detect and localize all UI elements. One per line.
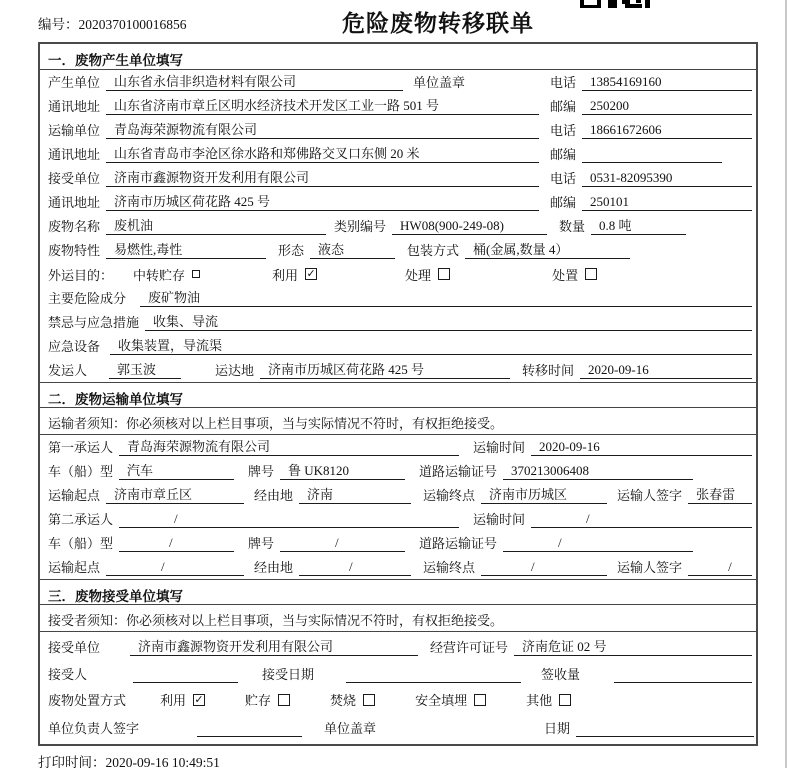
- shipper-value: 郭玉波: [109, 359, 181, 379]
- emergency-measures-label: 禁忌与应急措施: [48, 315, 140, 330]
- transporter-zip-value: [582, 162, 722, 163]
- producer-phone-value: 13854169160: [582, 74, 752, 91]
- producer-address-label: 通讯地址: [48, 99, 101, 114]
- emergency-measures-value: 收集、导流: [145, 311, 752, 331]
- sign-date-value: [576, 736, 754, 737]
- vehicle2-label: 车（船）型: [48, 536, 114, 551]
- receiver-zip-value: 250101: [582, 194, 752, 211]
- accept-date-value: [346, 682, 521, 683]
- plate2-label: 牌号: [248, 536, 275, 551]
- transporter-address-value: 山东省青岛市李沧区徐水路和郑佛路交叉口东侧 20 米: [106, 143, 539, 163]
- carrier1-time-value: 2020-09-16: [531, 439, 752, 456]
- license1-label: 道路运输证号: [419, 464, 498, 479]
- route2-sign-value: /: [688, 559, 752, 576]
- route2-start-value: /: [106, 559, 244, 576]
- carrier2-value: /: [119, 511, 459, 528]
- disposal-incinerate-checkbox: [363, 694, 375, 706]
- page-edge-line: [785, 0, 787, 768]
- emergency-equipment-label: 应急设备: [48, 339, 101, 354]
- license1-value: 370213006408: [503, 463, 693, 480]
- receiver-address-row: [40, 190, 756, 214]
- unit-seal-label: 单位盖章: [324, 721, 377, 736]
- vehicle2-value: /: [119, 535, 234, 552]
- purpose-use-checkbox: ✓: [306, 268, 316, 280]
- doc-number-label: 编号：: [38, 17, 79, 32]
- carrier2-time-label: 运输时间: [473, 512, 526, 527]
- waste-name-value: 废机油: [106, 215, 326, 235]
- disposal-option-other-label: 其他: [526, 693, 553, 708]
- route1-start-value: 济南市章丘区: [106, 484, 244, 504]
- receiver-value: 济南市鑫源物资开发利用有限公司: [106, 167, 539, 187]
- producer-address-value: 山东省济南市章丘区明水经济技术开发区工业一路 501 号: [106, 95, 539, 115]
- purpose-option-dispose: [552, 265, 597, 284]
- transporter-phone-label: 电话: [549, 123, 576, 138]
- permit-value: 济南危证 02 号: [514, 636, 752, 656]
- route1-start-label: 运输起点: [48, 488, 101, 503]
- disposal-option-store: [245, 690, 290, 709]
- route1-end-value: 济南市历城区: [481, 484, 607, 504]
- transporter-row: [40, 118, 756, 142]
- waste-name-label: 废物名称: [48, 219, 101, 234]
- purpose-option-use: [272, 265, 317, 284]
- receiver-address-value: 济南市历城区荷花路 425 号: [106, 191, 539, 211]
- receiver-phone-value: 0531-82095390: [582, 170, 752, 187]
- transporter-value: 青岛海荣源物流有限公司: [106, 119, 539, 139]
- receipt-qty-label: 签收量: [541, 667, 581, 682]
- waste-traits-value: 易燃性,毒性: [106, 239, 266, 259]
- disposal-option-landfill-label: 安全填埋: [415, 693, 468, 708]
- route1-row: [40, 483, 756, 507]
- waste-qty-label: 数量: [559, 219, 586, 234]
- carrier1-row: [40, 435, 756, 459]
- producer-zip-label: 邮编: [549, 99, 576, 114]
- carrier1-time-label: 运输时间: [473, 440, 526, 455]
- purpose-treat-checkbox: [438, 268, 450, 280]
- waste-traits-row: [40, 238, 756, 262]
- disposal-use-checkbox: ✓: [194, 693, 204, 706]
- waste-category-label: 类别编号: [334, 219, 387, 234]
- accepting-unit-row: [40, 632, 756, 659]
- route2-start-label: 运输起点: [48, 560, 101, 575]
- carrier2-label: 第二承运人: [48, 512, 114, 527]
- purpose-label: 外运目的：: [48, 267, 114, 283]
- disposal-option-incinerate: [330, 690, 375, 709]
- purpose-option-transfer: [133, 265, 200, 284]
- disposal-label: 废物处置方式: [48, 693, 127, 708]
- receiver-zip-label: 邮编: [549, 195, 576, 210]
- purpose-transfer-checkbox: [192, 270, 200, 278]
- shipper-dest-label: 运达地: [215, 363, 255, 378]
- emergency-equipment-row: [40, 334, 756, 358]
- route2-via-label: 经由地: [254, 560, 294, 575]
- emergency-equipment-value: 收集装置，导流渠: [110, 335, 752, 355]
- emergency-measures-row: [40, 310, 756, 334]
- transfer-time-label: 转移时间: [522, 363, 575, 378]
- acceptor-row: [40, 659, 756, 686]
- transporter-label: 运输单位: [48, 123, 101, 138]
- hazard-row: [40, 286, 756, 310]
- acceptor-value: [133, 682, 238, 683]
- qr-code-fragment: [580, 0, 652, 9]
- route2-via-value: /: [299, 559, 411, 576]
- waste-form-label: 形态: [278, 243, 305, 258]
- vehicle1-label: 车（船）型: [48, 464, 114, 479]
- unit-signer-label: 单位负责人签字: [48, 721, 140, 736]
- disposal-landfill-checkbox: [474, 694, 486, 706]
- shipper-row: [40, 358, 756, 382]
- disposal-store-checkbox: [278, 694, 290, 706]
- plate2-value: /: [280, 535, 405, 552]
- disposal-option-other: [526, 690, 571, 709]
- print-time: [38, 751, 220, 768]
- unit-signer-value: [197, 736, 302, 737]
- packing-label: 包装方式: [407, 243, 460, 258]
- permit-label: 经营许可证号: [430, 640, 509, 655]
- producer-label: 产生单位: [48, 75, 101, 90]
- transporter-address-row: [40, 142, 756, 166]
- license2-value: /: [503, 535, 693, 552]
- accepting-unit-label: 接受单位: [48, 640, 101, 655]
- waste-name-row: [40, 214, 756, 238]
- route2-sign-label: 运输人签字: [617, 560, 683, 575]
- producer-phone-label: 电话: [549, 75, 576, 90]
- section3-notice: 接受者须知：你必须核对以上栏目事项，当与实际情况不符时，有权拒绝接受。: [40, 605, 756, 632]
- vehicle2-row: [40, 531, 756, 555]
- waste-form-value: 液态: [310, 239, 395, 259]
- route2-end-value: /: [481, 559, 607, 576]
- print-time-value: 2020-09-16 10:49:51: [105, 755, 220, 768]
- page-title: 危险废物转移联单: [342, 11, 534, 36]
- signature-row: [40, 713, 756, 740]
- route1-sign-label: 运输人签字: [617, 488, 683, 503]
- route2-row: [40, 555, 756, 579]
- receipt-qty-value: [614, 682, 752, 683]
- producer-zip-value: 250200: [582, 98, 752, 115]
- section1-header: 一．废物产生单位填写: [40, 44, 756, 70]
- route1-via-label: 经由地: [254, 488, 294, 503]
- receiver-phone-label: 电话: [549, 171, 576, 186]
- route1-sign-value: 张春雷: [688, 484, 752, 504]
- disposal-option-store-label: 贮存: [245, 693, 272, 708]
- accept-date-label: 接受日期: [262, 667, 315, 682]
- carrier1-value: 青岛海荣源物流有限公司: [119, 436, 459, 456]
- purpose-dispose-checkbox: [585, 268, 597, 280]
- receiver-row: [40, 166, 756, 190]
- vehicle1-value: 汽车: [119, 460, 234, 480]
- carrier1-label: 第一承运人: [48, 440, 114, 455]
- producer-address-row: [40, 94, 756, 118]
- doc-number-value: 2020370100016856: [78, 17, 187, 32]
- hazard-value: 废矿物油: [140, 287, 752, 307]
- producer-seal-label: 单位盖章: [413, 75, 466, 90]
- print-time-label: 打印时间：: [38, 755, 106, 768]
- purpose-option-treat: [405, 265, 450, 284]
- route1-via-value: 济南: [299, 484, 411, 504]
- purpose-option-use-label: 利用: [272, 267, 299, 283]
- accepting-unit-value: 济南市鑫源物资开发利用有限公司: [130, 636, 418, 656]
- waste-category-value: HW08(900-249-08): [392, 218, 547, 235]
- disposal-option-use-label: 利用: [160, 693, 187, 708]
- packing-value: 桶(金属,数量 4）: [465, 239, 630, 259]
- plate1-label: 牌号: [248, 464, 275, 479]
- vehicle1-row: [40, 459, 756, 483]
- receiver-address-label: 通讯地址: [48, 195, 101, 210]
- license2-label: 道路运输证号: [419, 536, 498, 551]
- disposal-row: [40, 686, 756, 713]
- section2-notice: 运输者须知：你必须核对以上栏目事项，当与实际情况不符时，有权拒绝接受。: [40, 408, 756, 435]
- section2-header: 二．废物运输单位填写: [40, 382, 756, 408]
- shipper-label: 发运人: [48, 363, 88, 378]
- transporter-address-label: 通讯地址: [48, 147, 101, 162]
- receiver-label: 接受单位: [48, 171, 101, 186]
- section3-header: 三．废物接受单位填写: [40, 579, 756, 605]
- transporter-zip-label: 邮编: [549, 147, 576, 162]
- disposal-option-incinerate-label: 焚烧: [330, 693, 357, 708]
- waste-qty-value: 0.8 吨: [591, 215, 686, 235]
- carrier2-row: [40, 507, 756, 531]
- transfer-time-value: 2020-09-16: [580, 362, 752, 379]
- disposal-other-checkbox: [559, 694, 571, 706]
- producer-row: [40, 70, 756, 94]
- sign-date-label: 日期: [543, 721, 570, 736]
- purpose-option-transfer-label: 中转贮存: [133, 267, 186, 283]
- route2-end-label: 运输终点: [423, 560, 476, 575]
- manifest-form: [38, 42, 758, 746]
- carrier2-time-value: /: [531, 511, 752, 528]
- shipper-dest-value: 济南市历城区荷花路 425 号: [260, 359, 510, 379]
- disposal-option-use: [160, 690, 205, 709]
- producer-value: 山东省永信非织造材料有限公司: [106, 71, 403, 91]
- purpose-row: [40, 262, 756, 286]
- disposal-option-landfill: [415, 690, 486, 709]
- purpose-option-treat-label: 处理: [405, 267, 432, 283]
- acceptor-label: 接受人: [48, 667, 88, 682]
- route1-end-label: 运输终点: [423, 488, 476, 503]
- plate1-value: 鲁 UK8120: [280, 460, 405, 480]
- waste-traits-label: 废物特性: [48, 243, 101, 258]
- purpose-option-dispose-label: 处置: [552, 267, 579, 283]
- transporter-phone-value: 18661672606: [582, 122, 752, 139]
- hazard-label: 主要危险成分: [48, 291, 127, 306]
